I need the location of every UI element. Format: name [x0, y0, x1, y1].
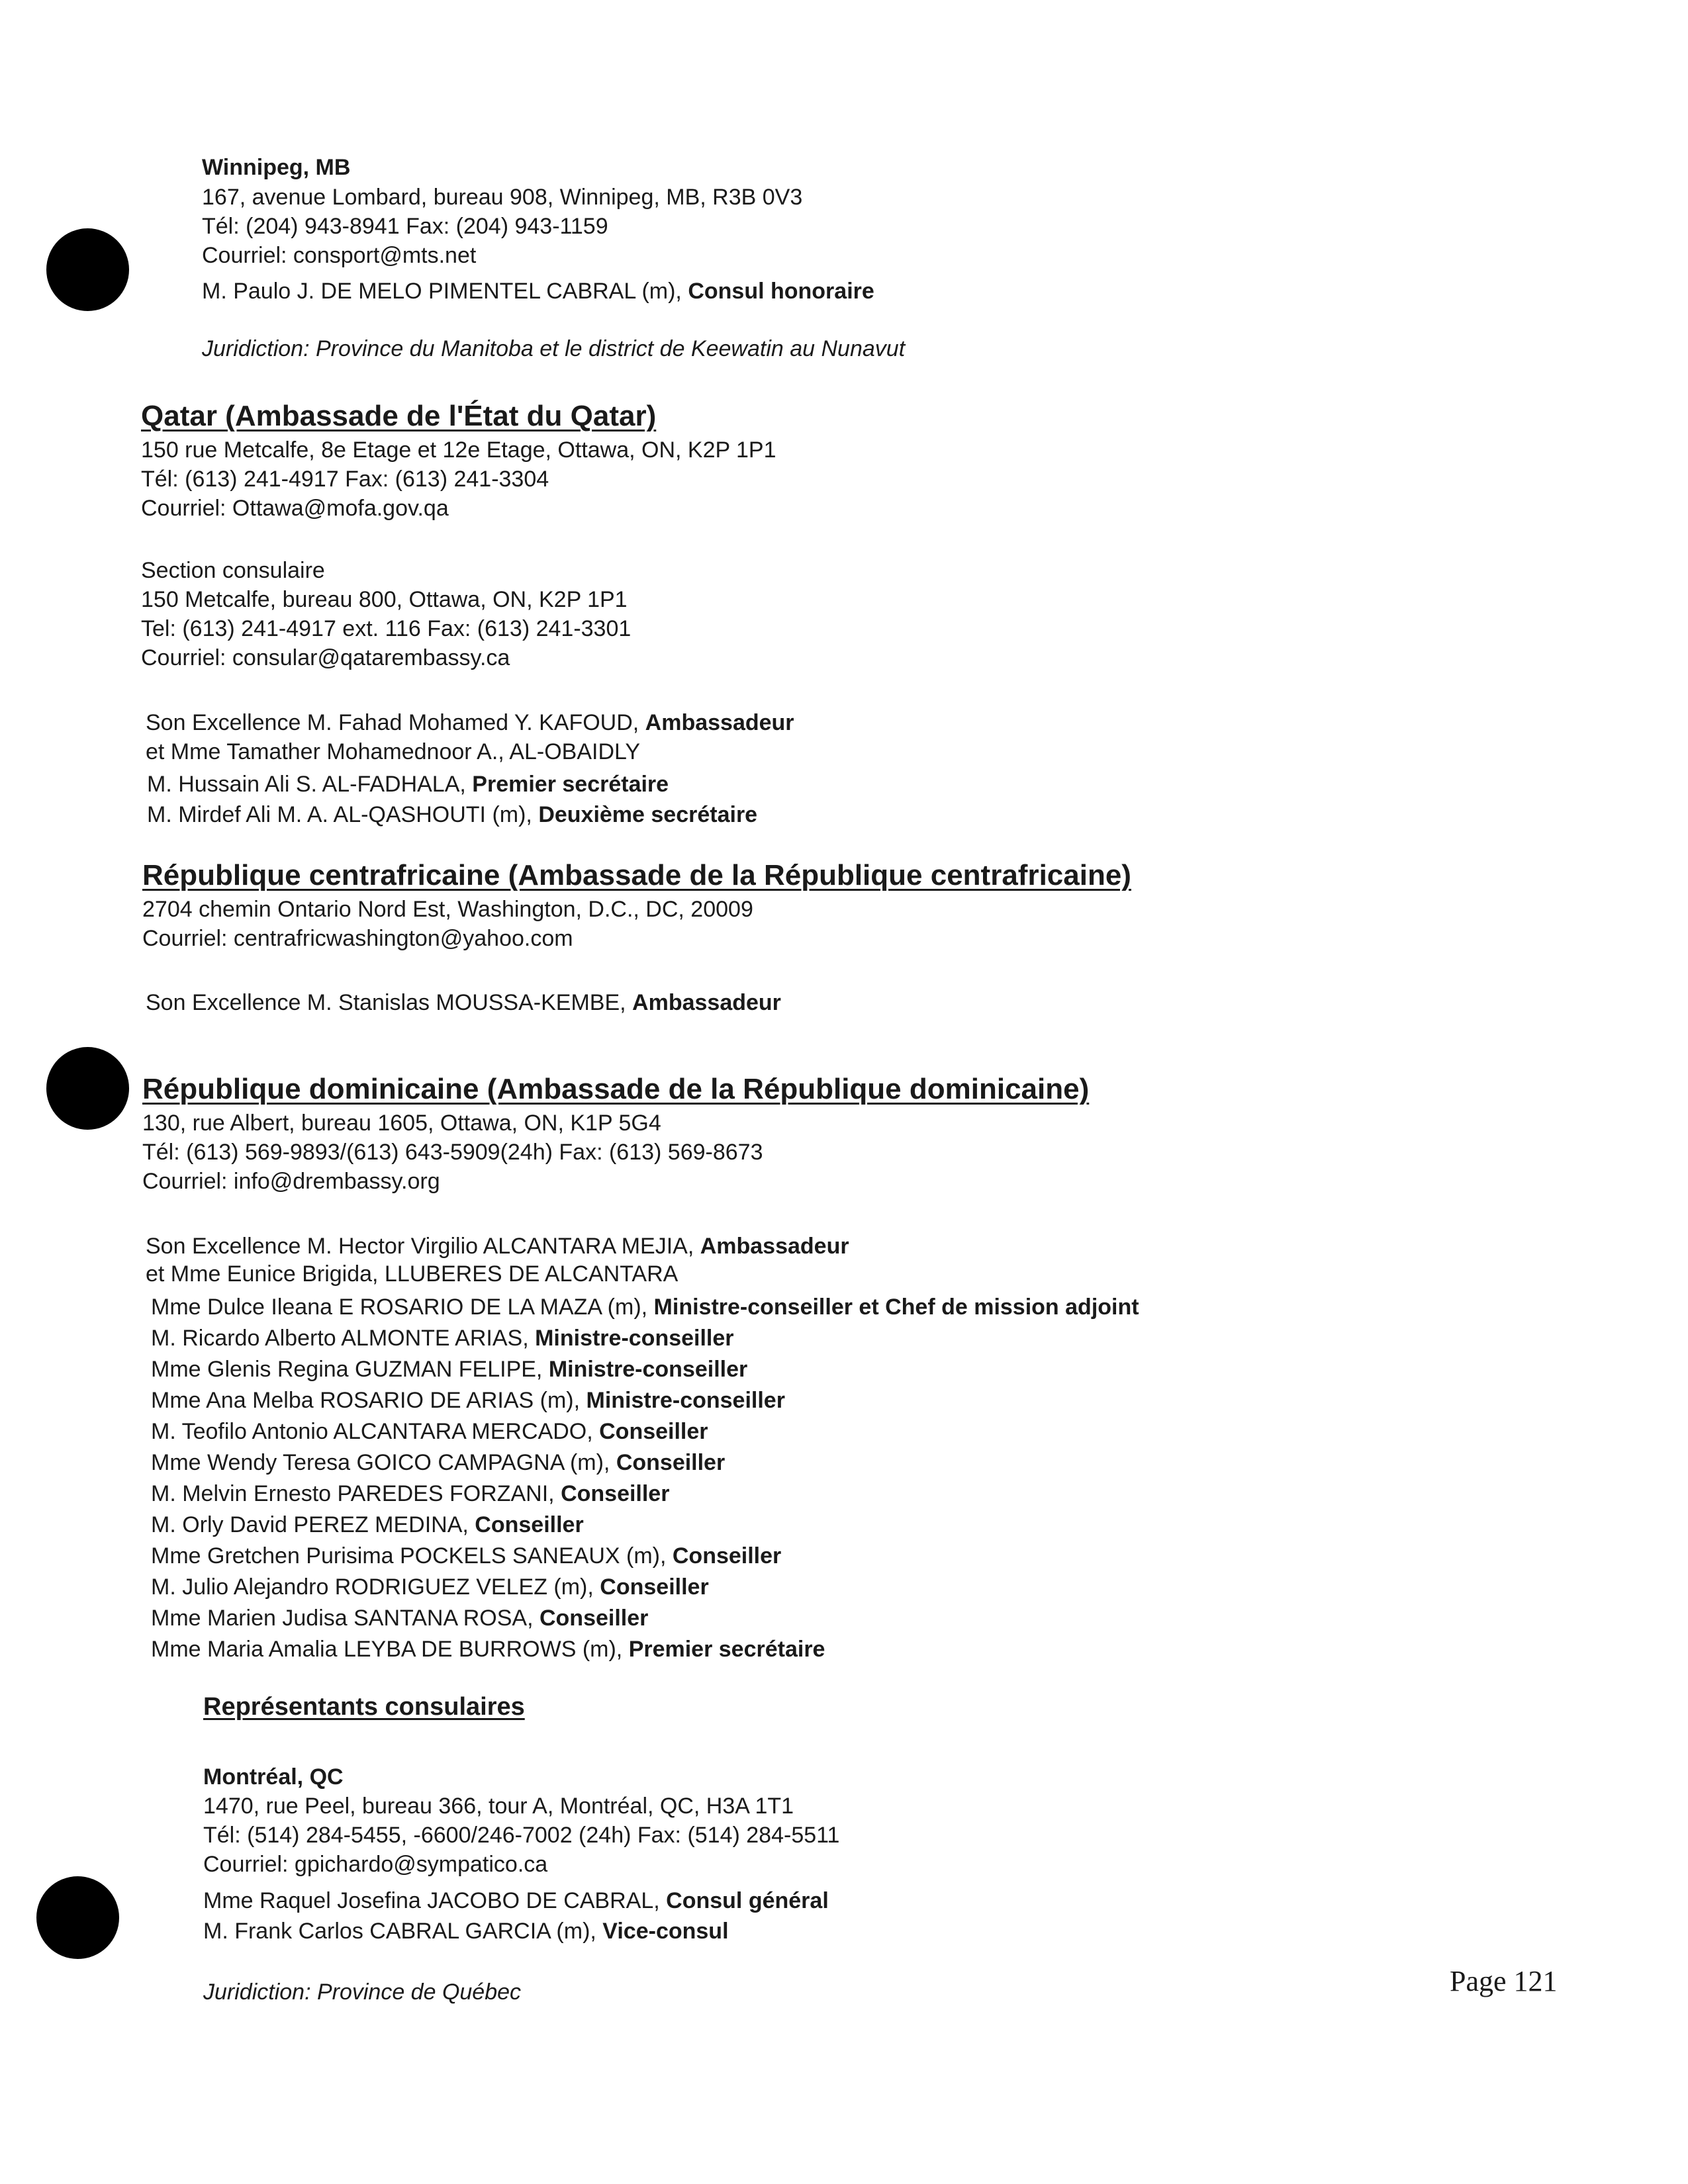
address: 2704 chemin Ontario Nord Est, Washington, D.C., DC, 20009 [142, 897, 753, 922]
section-heading: République centrafricaine (Ambassade de la République centrafricaine) [142, 859, 1131, 891]
staff-line [146, 739, 640, 765]
address: 167, avenue Lombard, bureau 908, Winnipeg, MB, R3B 0V3 [202, 185, 803, 210]
staff-name: M. Teofilo Antonio ALCANTARA MERCADO, [151, 1419, 600, 1444]
address: 1470, rue Peel, bureau 366, tour A, Montréal, QC, H3A 1T1 [203, 1794, 794, 1819]
email: Courriel: gpichardo@sympatico.ca [203, 1852, 548, 1877]
email: Courriel: info@drembassy.org [142, 1169, 440, 1194]
staff-line [151, 1325, 734, 1351]
page-number: Page 121 [1450, 1965, 1558, 1997]
staff-title: Ambassadeur [645, 710, 794, 735]
staff-name: M. Frank Carlos CABRAL GARCIA (m), [203, 1919, 603, 1944]
staff-line [151, 1574, 709, 1600]
email: Courriel: consport@mts.net [202, 243, 477, 268]
staff-name: M. Paulo J. DE MELO PIMENTEL CABRAL (m), [202, 279, 688, 304]
staff-name: Mme Gretchen Purisima POCKELS SANEAUX (m), [151, 1543, 673, 1569]
staff-title: Conseiller [561, 1481, 670, 1506]
staff-title: Consul général [666, 1888, 829, 1913]
address: 130, rue Albert, bureau 1605, Ottawa, ON, K1P 5G4 [142, 1111, 661, 1136]
staff-title: Conseiller [599, 1419, 708, 1444]
staff-name: M. Ricardo Alberto ALMONTE ARIAS, [151, 1326, 536, 1351]
staff-name: Mme Raquel Josefina JACOBO DE CABRAL, [203, 1888, 667, 1913]
staff-title: Conseiller [672, 1543, 782, 1569]
staff-line [151, 1512, 584, 1538]
staff-title: Ministre-conseiller [548, 1357, 748, 1382]
staff-line [151, 1294, 1139, 1320]
staff-title: Premier secrétaire [628, 1637, 825, 1662]
address: 150 rue Metcalfe, 8e Etage et 12e Etage, Ottawa, ON, K2P 1P1 [141, 437, 776, 463]
staff-name: M. Julio Alejandro RODRIGUEZ VELEZ (m), [151, 1574, 600, 1600]
staff-line [203, 1918, 729, 1944]
staff-name: M. Hussain Ali S. AL-FADHALA, [147, 772, 473, 797]
staff-name: Mme Wendy Teresa GOICO CAMPAGNA (m), [151, 1450, 616, 1475]
staff-title: Ambassadeur [700, 1234, 849, 1259]
staff-name: Son Excellence M. Fahad Mohamed Y. KAFOUD, [146, 710, 645, 735]
consular-section-label: Section consulaire [141, 558, 325, 583]
staff-line [147, 801, 757, 828]
staff-title: Ministre-conseiller [535, 1326, 734, 1351]
staff-title: Ministre-conseiller et Chef de mission adjoint [653, 1295, 1139, 1320]
city-heading: Montréal, QC [203, 1764, 344, 1790]
email: Courriel: centrafricwashington@yahoo.com [142, 926, 573, 951]
staff-line [146, 989, 781, 1016]
jurisdiction: Juridiction: Province de Québec [203, 1979, 522, 2005]
staff-line [151, 1605, 648, 1631]
staff-title: Conseiller [539, 1606, 649, 1631]
staff-name: M. Mirdef Ali M. A. AL-QASHOUTI (m), [147, 802, 539, 827]
staff-name: Mme Dulce Ileana E ROSARIO DE LA MAZA (m), [151, 1295, 654, 1320]
punch-hole-middle [46, 1047, 129, 1130]
staff-name: Son Excellence M. Stanislas MOUSSA-KEMBE, [146, 990, 633, 1015]
staff-name: M. Melvin Ernesto PAREDES FORZANI, [151, 1481, 561, 1506]
staff-title: Consul honoraire [688, 279, 874, 304]
consular-email: Courriel: consular@qatarembassy.ca [141, 645, 510, 670]
staff-line [151, 1636, 825, 1662]
staff-line [151, 1543, 781, 1569]
staff-name: et Mme Eunice Brigida, LLUBERES DE ALCANTARA [146, 1261, 679, 1287]
section-heading: Qatar (Ambassade de l'État du Qatar) [141, 400, 657, 432]
staff-line [203, 1888, 829, 1914]
staff-line [151, 1449, 725, 1476]
staff-name: Mme Maria Amalia LEYBA DE BURROWS (m), [151, 1637, 629, 1662]
staff-line [151, 1356, 747, 1383]
section-heading: République dominicaine (Ambassade de la République dominicaine) [142, 1073, 1090, 1105]
staff-line [146, 1233, 849, 1259]
consular-address: 150 Metcalfe, bureau 800, Ottawa, ON, K2P 1P1 [141, 587, 628, 612]
phone: Tél: (514) 284-5455, -6600/246-7002 (24h) Fax: (514) 284-5511 [203, 1823, 840, 1848]
staff-title: Premier secrétaire [472, 772, 669, 797]
city-heading: Winnipeg, MB [202, 155, 351, 180]
staff-line [151, 1480, 669, 1507]
punch-hole-top [46, 228, 129, 311]
phone: Tél: (613) 569-9893/(613) 643-5909(24h) Fax: (613) 569-8673 [142, 1140, 763, 1165]
jurisdiction: Juridiction: Province du Manitoba et le district de Keewatin au Nunavut [202, 336, 906, 361]
subsection-heading: Représentants consulaires [203, 1693, 525, 1721]
phone: Tél: (204) 943-8941 Fax: (204) 943-1159 [202, 214, 608, 239]
staff-title: Deuxième secrétaire [538, 802, 758, 827]
staff-title: Conseiller [600, 1574, 709, 1600]
staff-title: Ambassadeur [632, 990, 781, 1015]
staff-name: Mme Marien Judisa SANTANA ROSA, [151, 1606, 539, 1631]
staff-name: Mme Ana Melba ROSARIO DE ARIAS (m), [151, 1388, 586, 1413]
staff-name: Son Excellence M. Hector Virgilio ALCANTARA MEJIA, [146, 1234, 700, 1259]
staff-title: Ministre-conseiller [586, 1388, 785, 1413]
staff-title: Vice-consul [602, 1919, 729, 1944]
email: Courriel: Ottawa@mofa.gov.qa [141, 496, 449, 521]
staff-name: et Mme Tamather Mohamednoor A., AL-OBAIDLY [146, 739, 641, 764]
staff-line [146, 1261, 678, 1287]
staff-line [151, 1387, 785, 1414]
staff-name: Mme Glenis Regina GUZMAN FELIPE, [151, 1357, 549, 1382]
phone: Tél: (613) 241-4917 Fax: (613) 241-3304 [141, 467, 549, 492]
staff-line [202, 278, 874, 304]
staff-title: Conseiller [616, 1450, 726, 1475]
staff-name: M. Orly David PEREZ MEDINA, [151, 1512, 475, 1537]
staff-title: Conseiller [475, 1512, 584, 1537]
staff-line [151, 1418, 708, 1445]
staff-line [147, 771, 669, 797]
punch-hole-bottom [36, 1876, 119, 1959]
consular-phone: Tel: (613) 241-4917 ext. 116 Fax: (613) 241-3301 [141, 616, 632, 641]
staff-line [146, 709, 794, 736]
